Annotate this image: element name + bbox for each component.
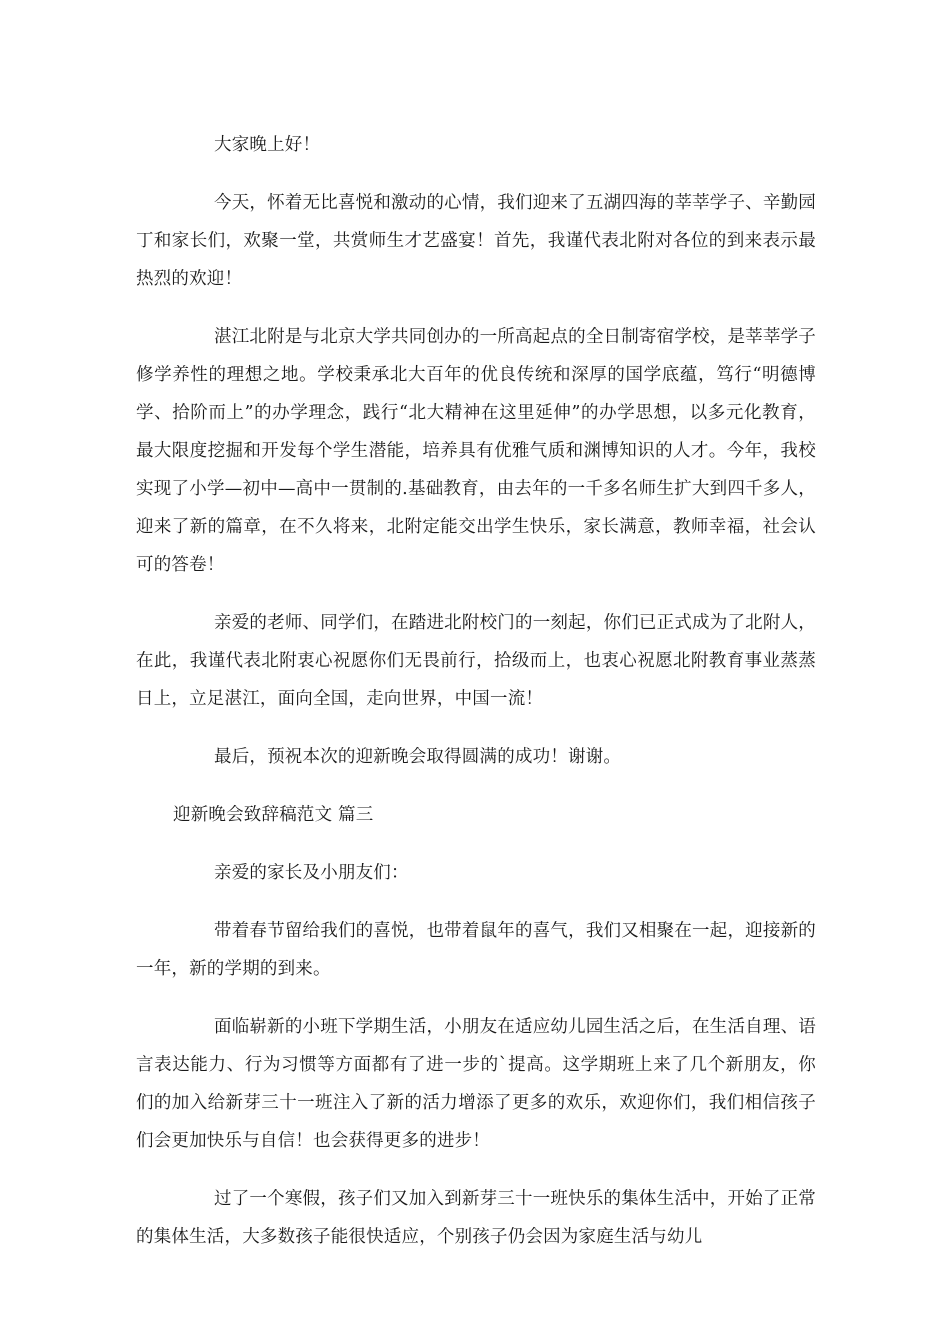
- greeting-paragraph: 大家晚上好！: [214, 135, 321, 155]
- wishes-paragraph: 亲爱的老师、同学们，在踏进北附校门的一刻起，你们已正式成为了北附人，在此，我谨代表北附衷心祝愿你们无畏前行，拾级而上，也衷心祝愿北附教育事业蒸蒸日上，立足湛江，面向全国，走向世界，中国一流！: [136, 613, 816, 709]
- document-body: [136, 126, 816, 1276]
- new-semester-paragraph: 面临崭新的小班下学期生活，小朋友在适应幼儿园生活之后，在生活自理、语言表达能力、行为习惯等方面都有了进一步的`提高。这学期班上来了几个新朋友，你们的加入给新芽三十一班注入了新的活力增添了更多的欢乐，欢迎你们，我们相信孩子们会更加快乐与自信！也会获得更多的进步！: [136, 1017, 816, 1151]
- closing-paragraph: 最后，预祝本次的迎新晚会取得圆满的成功！谢谢。: [214, 747, 622, 767]
- salutation-paragraph: 亲爱的家长及小朋友们：: [214, 863, 409, 883]
- welcome-paragraph: 今天，怀着无比喜悦和激动的心情，我们迎来了五湖四海的莘莘学子、辛勤园丁和家长们，欢聚一堂，共赏师生才艺盛宴！首先，我谨代表北附对各位的到来表示最热烈的欢迎！: [136, 193, 816, 289]
- after-holiday-paragraph: 过了一个寒假，孩子们又加入到新芽三十一班快乐的集体生活中，开始了正常的集体生活，大多数孩子能很快适应，个别孩子仍会因为家庭生活与幼儿: [136, 1189, 816, 1247]
- school-intro-paragraph: 湛江北附是与北京大学共同创办的一所高起点的全日制寄宿学校，是莘莘学子修学养性的理想之地。学校秉承北大百年的优良传统和深厚的国学底蕴，笃行“明德博学、拾阶而上”的办学理念，践行“北大精神在这里延伸”的办学思想，以多元化教育，最大限度挖掘和开发每个学生潜能，培养具有优雅气质和渊博知识的人才。今年，我校实现了小学—初中—高中一贯制的.基础教育，由去年的一千多名师生扩大到四千多人，迎来了新的篇章，在不久将来，北附定能交出学生快乐，家长满意，教师幸福，社会认可的答卷！: [136, 327, 816, 575]
- new-year-paragraph: 带着春节留给我们的喜悦，也带着鼠年的喜气，我们又相聚在一起，迎接新的一年，新的学期的到来。: [136, 921, 816, 979]
- section-heading: 迎新晚会致辞稿范文 篇三: [173, 805, 374, 825]
